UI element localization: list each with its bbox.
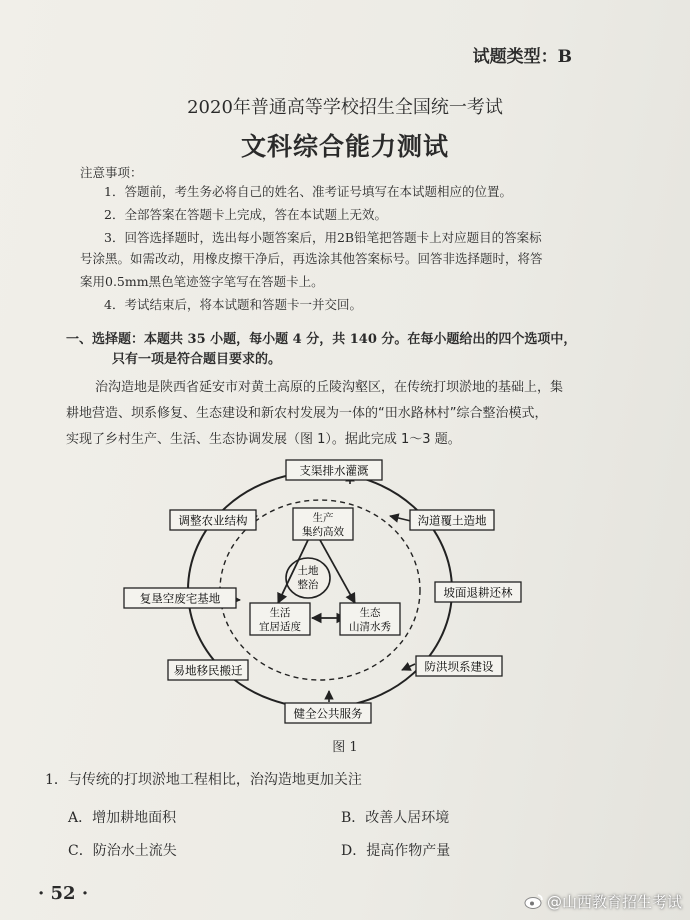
- section-heading: 一、选择题：本题共 35 小题，每小题 4 分，共 140 分。在每小题给出的四个选项中，: [66, 332, 577, 347]
- outer-box-slope-forest-text: 坡面退耕还林: [443, 585, 513, 600]
- outer-box-public-service-text: 健全公共服务: [293, 706, 363, 721]
- inner-box-ecology: [340, 603, 400, 635]
- option-a-text: 增加耕地面积: [92, 810, 177, 826]
- ecology-subtitle: 山清水秀: [349, 621, 391, 633]
- note-item-1: 1．答题前，考生务必将自己的姓名、准考证号填写在本试题相应的位置。: [104, 184, 512, 199]
- option-d-letter: D．: [341, 843, 367, 859]
- center-label-line1: 土地: [297, 565, 319, 577]
- notes-heading: 注意事项：: [80, 165, 143, 180]
- option-a: [68, 807, 176, 827]
- option-c-letter: C．: [68, 843, 93, 859]
- outer-box-drainage-text: 支渠排水灌溉: [299, 463, 369, 478]
- production-label: 生产: [312, 512, 334, 524]
- ecology-label: 生态: [359, 607, 381, 619]
- living-label: 生活: [269, 607, 291, 619]
- watermark: [524, 891, 682, 912]
- inner-box-living: [250, 603, 310, 635]
- option-b-letter: B．: [341, 810, 366, 826]
- option-d-text: 提高作物产量: [366, 843, 451, 859]
- inner-box-production: [293, 508, 353, 540]
- option-c-text: 防治水土流失: [92, 843, 177, 859]
- outer-box-agri-structure: [170, 510, 256, 530]
- arrow-lower-right: [402, 664, 415, 670]
- intro-line-1: 治沟造地是陕西省延安市对黄土高原的丘陵沟壑区，在传统打坝淤地的基础上，集: [95, 380, 564, 395]
- page-number: · 52 ·: [38, 883, 89, 904]
- figure-1-diagram: [110, 458, 530, 728]
- note-item-2: 2．全部答案在答题卡上完成，答在本试题上无效。: [104, 207, 387, 222]
- question-1-stem: 1．与传统的打坝淤地工程相比，治沟造地更加关注: [45, 772, 362, 788]
- subject-title: 文科综合能力测试: [240, 132, 449, 161]
- outer-box-reclaim-homestead: [124, 588, 236, 608]
- note-item-4: 4．考试结束后，将本试题和答题卡一并交回。: [104, 297, 362, 312]
- intro-line-2: 耕地营造、坝系修复、生态建设和新农村发展为一体的“田水路林村”综合整治模式，: [66, 406, 548, 421]
- production-subtitle: 集约高效: [302, 526, 344, 538]
- note-item-3: 3．回答选择题时，选出每小题答案后，用2B铅笔把答题卡上对应题目的答案标: [104, 230, 542, 245]
- outer-box-drainage: [286, 460, 382, 480]
- center-circle: [286, 558, 330, 598]
- outer-box-flood-dam-text: 防洪坝系建设: [424, 659, 494, 674]
- living-subtitle: 宜居适度: [259, 621, 301, 633]
- outer-box-flood-dam: [416, 656, 502, 676]
- outer-box-gully-land-text: 沟道覆土造地: [417, 513, 487, 528]
- note-item-3-cont2: 案用0.5mm黑色笔迹签字笔写在答题卡上。: [80, 274, 324, 289]
- option-b-text: 改善人居环境: [365, 810, 450, 826]
- paper-type-label: 试题类型：B: [472, 47, 572, 67]
- outer-box-slope-forest: [435, 582, 521, 602]
- outer-box-relocation-text: 易地移民搬迁: [173, 663, 243, 678]
- note-item-3-cont: 号涂黑。如需改动，用橡皮擦干净后，再选涂其他答案标号。回答非选择题时，将答: [80, 251, 543, 266]
- watermark-text: @山西教育招生考试: [546, 893, 682, 911]
- center-label-line2: 整治: [297, 579, 319, 591]
- option-d: [341, 840, 450, 860]
- intro-line-3: 实现了乡村生产、生活、生态协调发展（图 1）。据此完成 1～3 题。: [66, 432, 461, 447]
- outer-box-gully-land: [410, 510, 494, 530]
- option-b: [341, 807, 449, 827]
- outer-box-relocation: [168, 660, 248, 680]
- option-a-letter: A．: [68, 810, 93, 826]
- exam-title: 2020年普通高等学校招生全国统一考试: [187, 97, 503, 118]
- outer-box-agri-structure-text: 调整农业结构: [178, 513, 248, 528]
- figure-caption: 图 1: [332, 740, 358, 755]
- outer-box-reclaim-homestead-text: 复垦空废宅基地: [139, 591, 221, 606]
- weibo-logo-icon: [524, 893, 544, 909]
- section-heading-cont: 只有一项是符合题目要求的。: [112, 352, 282, 367]
- outer-box-public-service: [285, 703, 371, 723]
- option-c: [68, 840, 177, 860]
